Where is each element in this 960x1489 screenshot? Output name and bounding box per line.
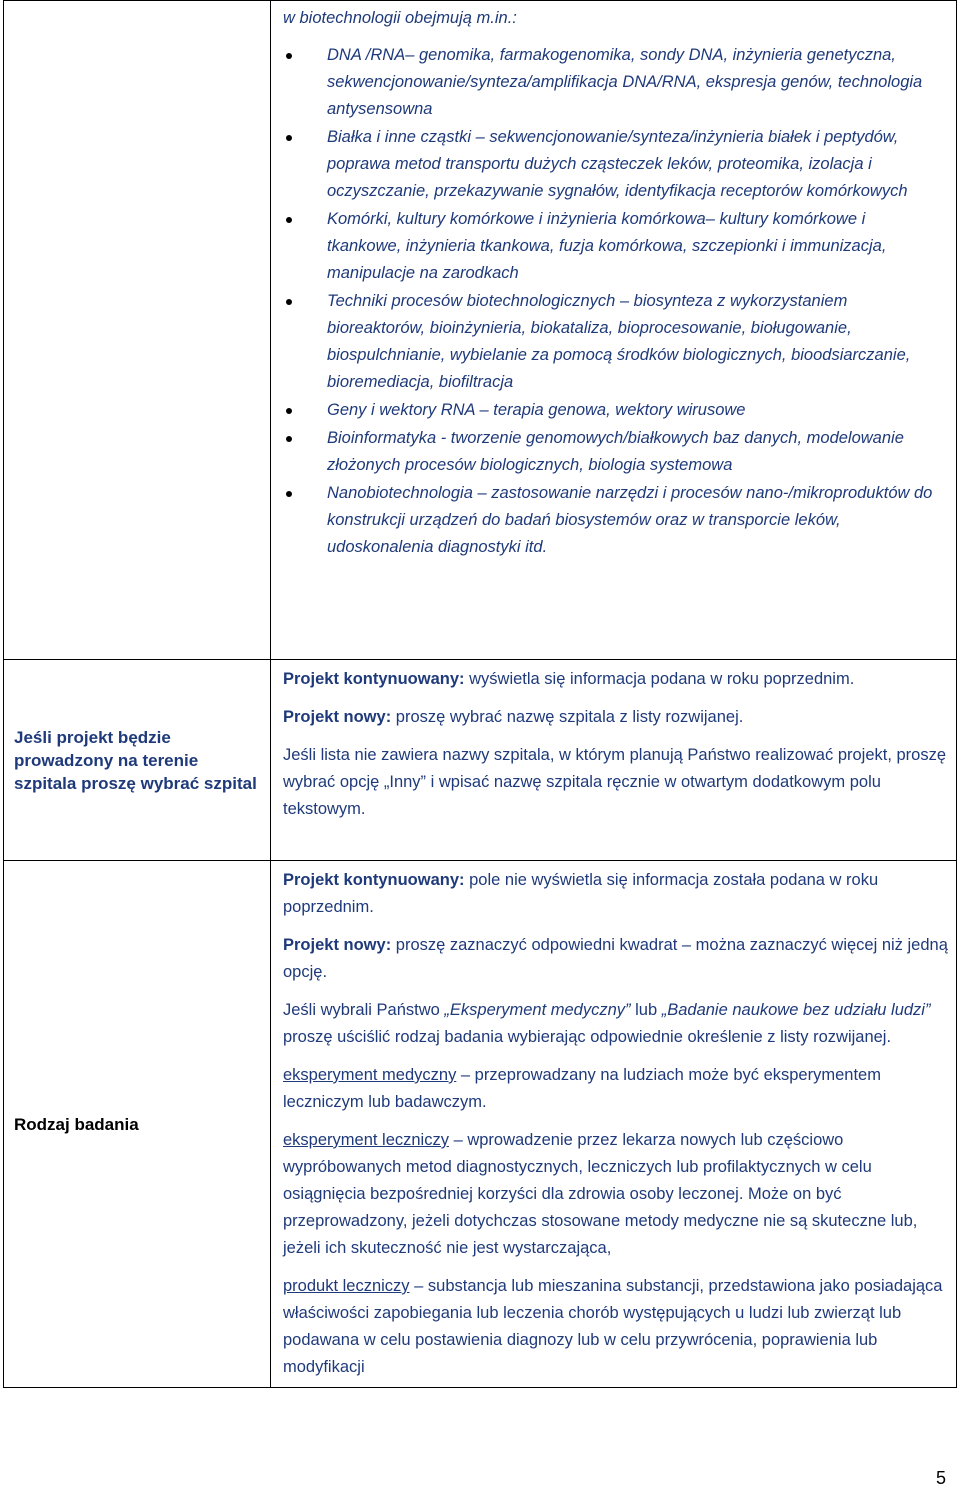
bullet-item: Nanobiotechnologia – zastosowanie narzędzi i procesów nano-/mikroproduktów do konstrukcji urządzeń do badań biosystemów oraz w transporcie leków, udoskonalenia diagnostyki itd. [283, 480, 936, 561]
bullet-icon [286, 436, 292, 442]
intro-text: w biotechnologii obejmują m.in.: [283, 9, 517, 27]
bullet-icon [286, 53, 292, 59]
hospital-label: Jeśli projekt będzie prowadzony na terenie szpitala proszę wybrać szpital [14, 727, 257, 793]
bullet-item: Geny i wektory RNA – terapia genowa, wektory wirusowe [283, 397, 936, 424]
research-continued-paragraph: Projekt kontynuowany: pole nie wyświetla się informacja została podana w roku poprzednim. [283, 871, 879, 916]
research-type-paragraph: Jeśli wybrali Państwo „Eksperyment medyczny” lub „Badanie naukowe bez udziału ludzi” proszę uściślić rodzaj badania wybierając odpowiednie określenie z listy rozwijanej. [283, 1001, 931, 1046]
document-table [3, 0, 957, 1388]
biotech-bullet-list [283, 42, 936, 561]
research-label: Rodzaj badania [14, 1114, 139, 1134]
hospital-continued-paragraph: Projekt kontynuowany: wyświetla się informacja podana w roku poprzednim. [283, 670, 855, 688]
bullet-icon [286, 408, 292, 414]
research-new-paragraph: Projekt nowy: proszę zaznaczyć odpowiedni kwadrat – można zaznaczyć więcej niż jedną opcję. [283, 936, 948, 981]
definition-therapeutic-experiment: eksperyment leczniczy – wprowadzenie przez lekarza nowych lub częściowo wypróbowanych metod diagnostycznych, leczniczych lub profilaktycznych w celu osiągnięcia bezpośredniej korzyści dla zdrowia osoby leczonej. Może on być przeprowadzony, jeżeli dotychczas stosowane metody medyczne nie są skuteczne lub, jeżeli ich skuteczność nie jest wystarczająca, [283, 1131, 918, 1257]
definition-medical-experiment: eksperyment medyczny – przeprowadzany na ludziach może być eksperymentem leczniczym lub badawczym. [283, 1066, 881, 1111]
hospital-content-cell [271, 660, 957, 861]
research-content-cell [271, 861, 957, 1388]
hospital-label-cell [4, 660, 271, 861]
empty-label-cell [4, 1, 271, 660]
hospital-new-paragraph: Projekt nowy: proszę wybrać nazwę szpitala z listy rozwijanej. [283, 708, 744, 726]
hospital-other-paragraph: Jeśli lista nie zawiera nazwy szpitala, w którym planują Państwo realizować projekt, proszę wybrać opcję „Inny” i wpisać nazwę szpitala ręcznie w otwartym dodatkowym polu tekstowym. [283, 746, 947, 818]
bullet-item: Bioinformatyka - tworzenie genomowych/białkowych baz danych, modelowanie złożonych procesów biologicznych, biologia systemowa [283, 425, 936, 479]
biotech-scope-cell [271, 1, 957, 660]
definition-medicinal-product: produkt leczniczy – substancja lub mieszanina substancji, przedstawiona jako posiadająca właściwości zapobiegania lub leczenia chorób występujących u ludzi lub zwierząt lub podawana w celu postawienia diagnozy lub w celu przywrócenia, poprawienia lub modyfikacji [283, 1277, 943, 1376]
bullet-item: DNA /RNA– genomika, farmakogenomika, sondy DNA, inżynieria genetyczna, sekwencjonowanie/synteza/amplifikacja DNA/RNA, ekspresja genów, technologia antysensowna [283, 42, 936, 123]
bullet-icon [286, 491, 292, 497]
research-label-cell [4, 861, 271, 1388]
page-number: 5 [935, 1468, 946, 1488]
bullet-item: Białka i inne cząstki – sekwencjonowanie/synteza/inżynieria białek i peptydów, poprawa metod transportu dużych cząsteczek leków, proteomika, izolacja i oczyszczanie, przekazywanie sygnałów, identyfikacja receptorów komórkowych [283, 124, 936, 205]
bullet-icon [286, 217, 292, 223]
bullet-item: Techniki procesów biotechnologicznych – biosynteza z wykorzystaniem bioreaktorów, bioinżynieria, biokataliza, bioprocesowanie, bioługowanie, biospulchnianie, wybielanie za pomocą środków biologicznych, bioodsiarczanie, bioremediacja, biofiltracja [283, 288, 936, 396]
bullet-icon [286, 135, 292, 141]
bullet-item: Komórki, kultury komórkowe i inżynieria komórkowa– kultury komórkowe i tkankowe, inżynieria tkankowa, fuzja komórkowa, szczepionki i immunizacja, manipulacje na zarodkach [283, 206, 936, 287]
bullet-icon [286, 299, 292, 305]
